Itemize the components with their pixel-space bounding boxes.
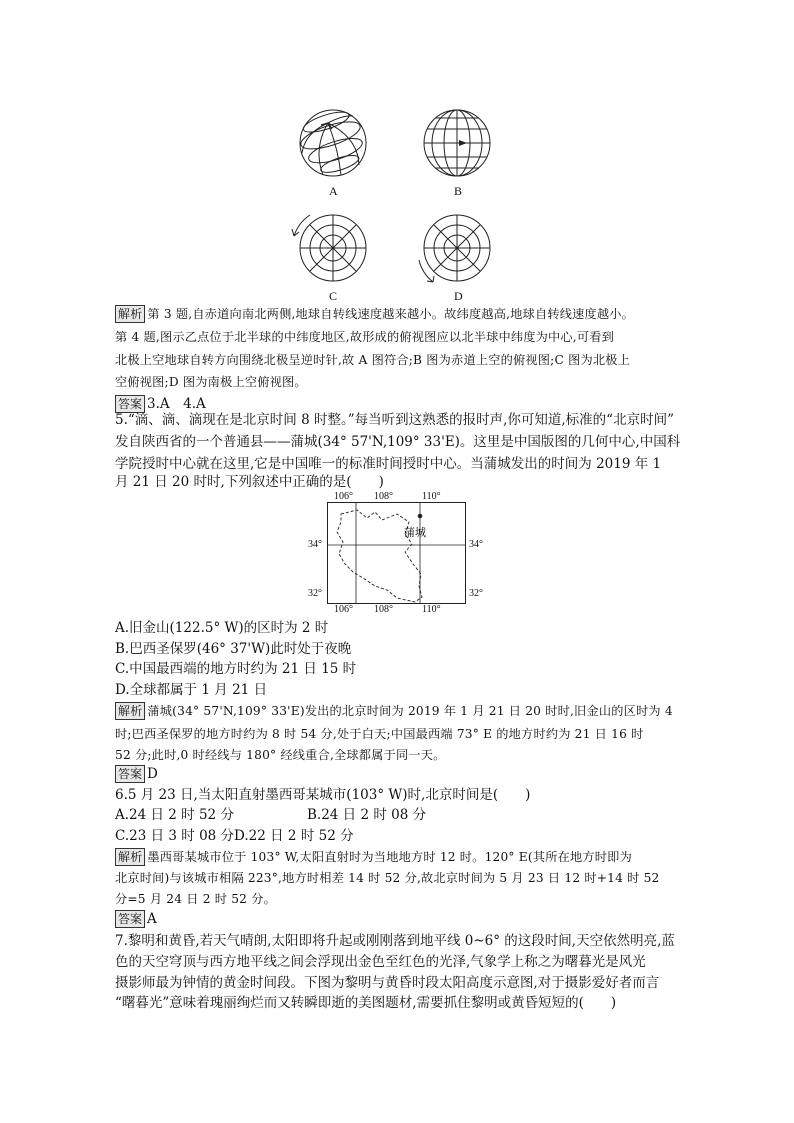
globe-b — [424, 110, 490, 176]
map-bottom-lon-2: 108° — [374, 604, 393, 615]
q5-stem-line-2: 发自陕西省的一个普通县——蒲城(34° 57'N,109° 33'E)。这里是中国版图的几何中心,中国科 — [115, 434, 681, 450]
q7-stem-line-4: “曙暮光”意味着瑰丽绚烂而又转瞬即逝的美图题材,需要抓住黎明或黄昏短短的( ) — [115, 995, 617, 1011]
globe-label-a: A — [329, 184, 338, 198]
q5-analysis-line-3: 52 分;此时,0 时经线与 180° 经线重合,全球都属于同一天。 — [115, 748, 446, 762]
q5-option-a: A.旧金山(122.5° W)的区时为 2 时 — [115, 620, 329, 636]
q6-answer: 答案 A — [115, 909, 157, 929]
map-bottom-lon-1: 106° — [334, 604, 353, 615]
q7-stem-line-3: 摄影师最为钟情的黄金时间段。下图为黎明与黄昏时段太阳高度示意图,对于摄影爱好者而言 — [115, 975, 660, 991]
analysis-tag: 解析 — [115, 702, 145, 720]
q5-stem-line-3: 学院授时中心就在这里,它是中国唯一的标准时间授时中心。当蒲城发出的时间为 2019 年 1 — [115, 456, 662, 472]
q5-option-d: D.全球都属于 1 月 21 日 — [115, 682, 268, 698]
map-right-lat-2: 32° — [469, 588, 483, 599]
globe-d — [419, 215, 490, 282]
q6-analysis-line-2: 北京时间)与该城市相隔 223°,地方时相差 14 时 52 分,故北京时间为 5 月 23 日 12 时+14 时 52 — [115, 871, 660, 885]
answer-tag: 答案 — [115, 765, 145, 783]
map-left-lat-1: 34° — [308, 539, 322, 550]
q5-analysis-line-1: 解析 蒲城(34° 57'N,109° 33'E)发出的北京时间为 2019 年 1 月 21 日 20 时时,旧金山的区时为 4 — [115, 701, 673, 721]
q6-option-a: A.24 日 2 时 52 分 — [115, 807, 234, 823]
q5-option-b: B.巴西圣保罗(46° 37'W)此时处于夜晚 — [115, 641, 352, 657]
q7-stem-line-1: 7.黎明和黄昏,若天气晴朗,太阳即将升起或刚刚落到地平线 0~6° 的这段时间,天空依然明亮,蓝 — [115, 933, 675, 949]
q34-answer: 答案 3.A 4.A — [115, 394, 206, 414]
globe-label-b: B — [454, 184, 463, 198]
q6-analysis-line-3: 分=5 月 24 日 2 时 52 分。 — [115, 892, 276, 906]
map-city-label: 蒲城 — [404, 526, 426, 539]
q34-analysis-line-2: 第 4 题,图示乙点位于北半球的中纬度地区,故形成的俯视图应以北半球中纬度为中心,可看到 — [115, 330, 615, 344]
globe-a — [298, 108, 366, 176]
q34-analysis-line-3: 北极上空地球自转方向围绕北极呈逆时针,故 A 图符合;B 图为赤道上空的俯视图;C 图为北极上 — [115, 353, 631, 367]
q6-option-cd: C.23 日 3 时 08 分D.22 日 2 时 52 分 — [115, 828, 354, 844]
map-top-lon-3: 110° — [422, 491, 441, 502]
analysis-tag: 解析 — [115, 848, 145, 866]
q5-stem-line-4: 月 21 日 20 时时,下列叙述中正确的是( ) — [115, 474, 384, 490]
globe-c — [292, 215, 366, 281]
q5-analysis-line-2: 时;巴西圣保罗的地方时约为 8 时 54 分,处于白天;中国最西端 73° E 的地方时约为 21 日 16 时 — [115, 727, 644, 741]
globe-figures — [290, 100, 500, 305]
q5-option-c: C.中国最西端的地方时约为 21 日 15 时 — [115, 661, 357, 677]
map-bottom-lon-3: 110° — [422, 604, 441, 615]
pucheng-map — [327, 502, 466, 604]
answer-tag: 答案 — [115, 395, 145, 413]
map-top-lon-1: 106° — [334, 491, 353, 502]
map-left-lat-2: 32° — [308, 588, 322, 599]
q6-stem: 6.5 月 23 日,当太阳直射墨西哥某城市(103° W)时,北京时间是( ) — [115, 787, 531, 803]
q5-answer: 答案 D — [115, 764, 158, 784]
globe-label-d: D — [454, 289, 463, 303]
map-right-lat-1: 34° — [469, 539, 483, 550]
q34-analysis-line-4: 空俯视图;D 图为南极上空俯视图。 — [115, 375, 307, 389]
q6-option-b: B.24 日 2 时 08 分 — [307, 807, 427, 823]
q5-stem-line-1: 5.“滴、滴、滴现在是北京时间 8 时整。”每当听到这熟悉的报时声,你可知道,标准的“北京时间” — [115, 412, 674, 428]
map-top-lon-2: 108° — [374, 491, 393, 502]
answer-tag: 答案 — [115, 910, 145, 928]
analysis-tag: 解析 — [115, 305, 145, 323]
q7-stem-line-2: 色的天空穹顶与西方地平线之间会浮现出金色至红色的光泽,气象学上称之为曙暮光是风光 — [115, 954, 646, 970]
globe-label-c: C — [329, 289, 338, 303]
q6-analysis-line-1: 解析 墨西哥某城市位于 103° W,太阳直射时为当地地方时 12 时。120° E(其所在地方时即为 — [115, 847, 632, 867]
q34-analysis-line-1: 解析 第 3 题,自赤道向南北两侧,地球自转线速度越来越小。故纬度越高,地球自转线速度越小。 — [115, 304, 634, 324]
